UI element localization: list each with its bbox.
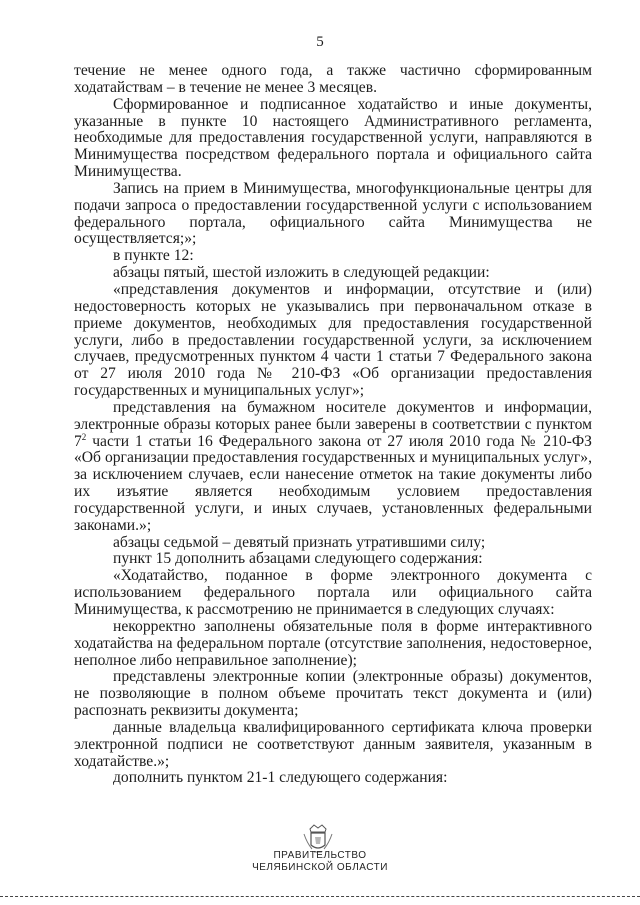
page-bottom-edge <box>0 896 640 897</box>
paragraph: «Ходатайство, поданное в форме электронного документа с использованием федерального портала или официального сайта Минимущества, к рассмотрению не принимается в следующих случаях: <box>74 567 592 618</box>
superscript: 2 <box>81 431 87 442</box>
paragraph: течение не менее одного года, а также частично сформированным ходатайствам – в течение не менее 3 месяцев. <box>74 62 592 96</box>
paragraph: в пункте 12: <box>113 247 194 265</box>
paragraph: некорректно заполнены обязательные поля в форме интерактивного ходатайства на федеральном портале (отсутствие заполнения, недостоверное, неполное либо неправильное заполнение); <box>74 617 592 669</box>
paragraph: Сформированное и подписанное ходатайство и иные документы, указанные в пункте 10 настоящего Административного регламента, необходимые для предоставления государственной услуги, направляются в Минимущества посредством федерального портала и официального сайта Минимущества. <box>74 95 592 181</box>
document-body <box>74 63 592 787</box>
paragraph-part: представления на бумажном носителе документов и информации, электронные образы которых ранее были заверены в соответствии с пунктом 7 <box>74 398 592 450</box>
paragraph: дополнить пунктом 21-1 следующего содержания: <box>113 769 448 787</box>
paragraph: абзацы седьмой – девятый признать утратившими силу; <box>113 533 486 551</box>
organization-name: ЧЕЛЯБИНСКОЙ ОБЛАСТИ <box>252 862 388 873</box>
paragraph: пункт 15 дополнить абзацами следующего содержания: <box>113 550 483 568</box>
paragraph: представлены электронные копии (электронные образы) документов, не позволяющие в полном объеме прочитать текст документа и (или) распознать реквизиты документа; <box>74 668 592 720</box>
paragraph-part: части 1 статьи 16 Федерального закона от 27 июля 2010 года № 210-ФЗ «Об организации предоставления государственных и муниципальных услуг», за исключением случаев, если нанесение отметок на такие документы либо их изъятие является необходимым условием предоставления государственной услуги, и иных случаев, установленных федеральными законами.»; <box>74 432 592 534</box>
paragraph: Запись на прием в Минимущества, многофункциональные центры для подачи запроса о предоставлении государственной услуги с использованием федерального портала, официального сайта Минимущества не осуществляется;»; <box>74 179 592 248</box>
organization-name: ПРАВИТЕЛЬСТВО <box>273 850 367 861</box>
paragraph: данные владельца квалифицированного сертификата ключа проверки электронной подписи не соответствуют данным заявителя, указанным в ходатайстве.»; <box>74 718 592 770</box>
paragraph: абзацы пятый, шестой изложить в следующей редакции: <box>113 264 490 282</box>
paragraph <box>74 400 592 535</box>
paragraph: «представления документов и информации, отсутствие и (или) недостоверность которых не указывались при первоначальном отказе в приеме документов, необходимых для предоставления государственной услуги, либо в предоставлении государственной услуги, за исключением случаев, предусмотренных пунктом 4 части 1 статьи 7 Федерального закона от 27 июля 2010 года № 210-ФЗ «Об организации предоставления государственных и муниципальных услуг»; <box>74 280 592 400</box>
page-number: 5 <box>316 34 324 50</box>
